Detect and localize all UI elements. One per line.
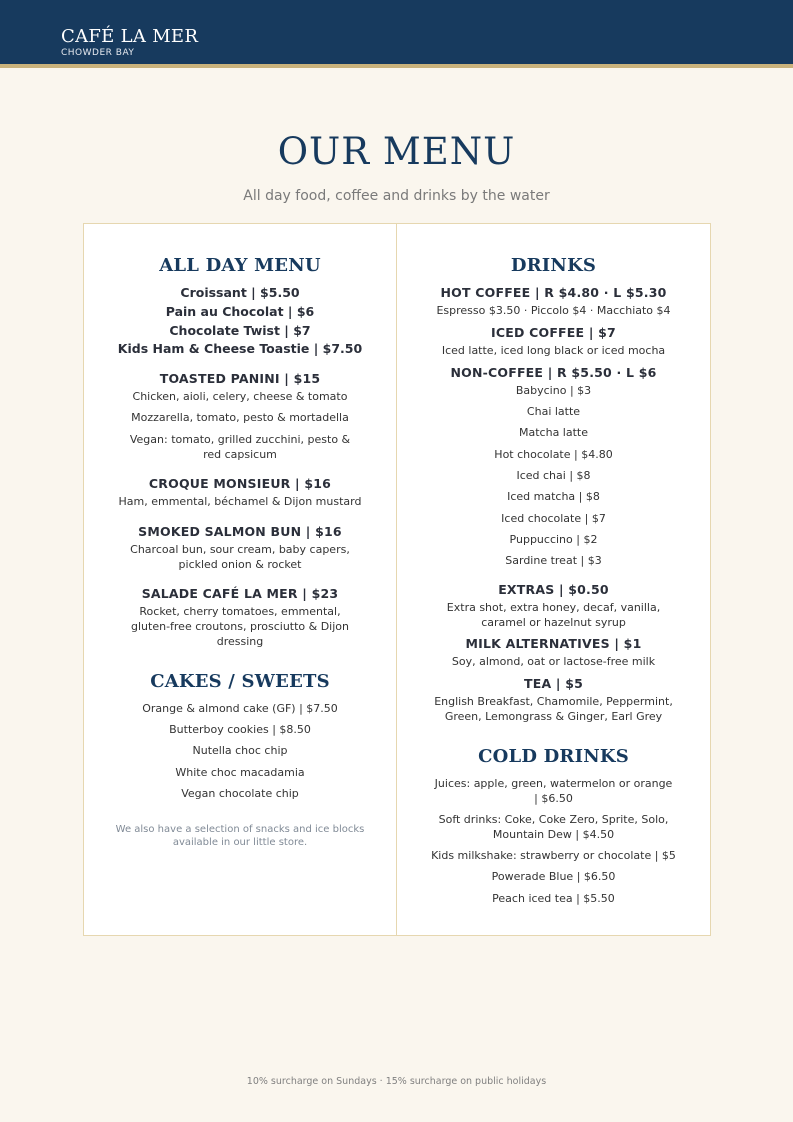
menu-item: Kids Ham & Cheese Toastie | $7.50 xyxy=(117,341,363,356)
non-coffee-item: Puppuccino | $2 xyxy=(509,533,598,546)
store-note: We also have a selection of snacks and ice blocks available in our little store. xyxy=(115,824,365,848)
tea-heading: TEA | $5 xyxy=(523,676,583,691)
brand-location: CHOWDER BAY xyxy=(61,48,135,58)
milk-heading: MILK ALTERNATIVES | $1 xyxy=(465,636,642,651)
menu-card xyxy=(83,223,711,936)
non-coffee-item: Sardine treat | $3 xyxy=(505,554,602,567)
page-title: OUR MENU xyxy=(277,130,516,173)
cold-drink-item: Kids milkshake: strawberry or chocolate | $5 xyxy=(431,849,676,862)
hot-coffee-heading: HOT COFFEE | R $4.80 · L $5.30 xyxy=(440,285,667,300)
surcharge-note: 10% surcharge on Sundays · 15% surcharge on public holidays xyxy=(246,1076,547,1087)
salade-description: Rocket, cherry tomatoes, emmental, gluten-free croutons, prosciutto & Dijon dressing xyxy=(131,605,349,648)
cake-item: Orange & almond cake (GF) | $7.50 xyxy=(142,702,338,715)
salade-heading: SALADE CAFÉ LA MER | $23 xyxy=(141,586,339,601)
extras-description: Extra shot, extra honey, decaf, vanilla, caramel or hazelnut syrup xyxy=(446,601,661,629)
non-coffee-item: Iced chai | $8 xyxy=(516,469,591,482)
drinks-heading: DRINKS xyxy=(510,255,597,276)
panini-option: Vegan: tomato, grilled zucchini, pesto & red capsicum xyxy=(129,433,351,461)
all-day-menu-heading: ALL DAY MENU xyxy=(159,255,321,276)
non-coffee-item: Hot chocolate | $4.80 xyxy=(494,448,613,461)
iced-coffee-description: Iced latte, iced long black or iced mocha xyxy=(441,344,666,357)
cold-drink-item: Powerade Blue | $6.50 xyxy=(491,870,616,883)
non-coffee-item: Matcha latte xyxy=(519,426,588,439)
cold-drinks-heading: COLD DRINKS xyxy=(478,746,629,767)
non-coffee-item: Babycino | $3 xyxy=(515,384,592,397)
cold-drink-item: Peach iced tea | $5.50 xyxy=(492,892,615,905)
page-subtitle: All day food, coffee and drinks by the water xyxy=(243,188,550,204)
panini-heading: TOASTED PANINI | $15 xyxy=(159,371,321,386)
cake-item: Butterboy cookies | $8.50 xyxy=(169,723,311,736)
cold-drink-item: Juices: apple, green, watermelon or orange | $6.50 xyxy=(434,777,673,805)
menu-item: Chocolate Twist | $7 xyxy=(169,323,311,338)
brand-name: CAFÉ LA MER xyxy=(61,26,199,47)
non-coffee-item: Iced chocolate | $7 xyxy=(501,512,606,525)
iced-coffee-heading: ICED COFFEE | $7 xyxy=(491,325,616,340)
cake-item: White choc macadamia xyxy=(175,766,305,779)
cake-item: Vegan chocolate chip xyxy=(181,787,299,800)
non-coffee-heading: NON-COFFEE | R $5.50 · L $6 xyxy=(450,365,657,380)
menu-item: Croissant | $5.50 xyxy=(180,285,300,300)
panini-option: Chicken, aioli, celery, cheese & tomato xyxy=(132,390,348,403)
extras-heading: EXTRAS | $0.50 xyxy=(498,582,609,597)
hot-coffee-description: Espresso $3.50 · Piccolo $4 · Macchiato $4 xyxy=(436,304,671,317)
drinks-column xyxy=(397,224,710,935)
non-coffee-item: Chai latte xyxy=(526,405,581,418)
milk-description: Soy, almond, oat or lactose-free milk xyxy=(451,655,656,668)
croque-description: Ham, emmental, béchamel & Dijon mustard xyxy=(118,495,362,508)
salmon-heading: SMOKED SALMON BUN | $16 xyxy=(138,524,342,539)
cakes-heading: CAKES / SWEETS xyxy=(150,671,330,692)
menu-item: Pain au Chocolat | $6 xyxy=(165,304,315,319)
non-coffee-item: Iced matcha | $8 xyxy=(507,490,600,503)
salmon-description: Charcoal bun, sour cream, baby capers, pickled onion & rocket xyxy=(130,543,350,571)
croque-heading: CROQUE MONSIEUR | $16 xyxy=(148,476,332,491)
panini-option: Mozzarella, tomato, pesto & mortadella xyxy=(131,411,349,424)
food-column xyxy=(84,224,397,935)
cold-drink-item: Soft drinks: Coke, Coke Zero, Sprite, Solo, Mountain Dew | $4.50 xyxy=(438,813,669,841)
header-bar xyxy=(0,0,793,68)
cake-item: Nutella choc chip xyxy=(192,744,288,757)
tea-description: English Breakfast, Chamomile, Peppermint, Green, Lemongrass & Ginger, Earl Grey xyxy=(434,695,673,723)
